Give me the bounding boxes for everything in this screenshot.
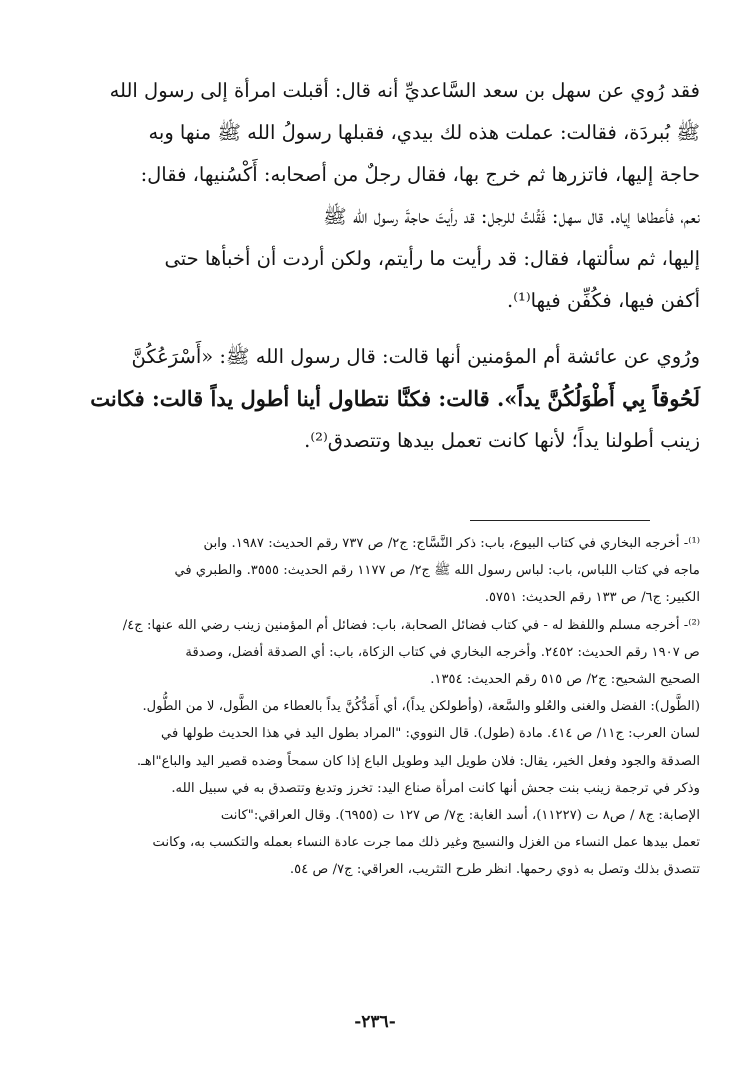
main-text bbox=[90, 70, 700, 462]
page-number: -٢٣٦- bbox=[354, 1012, 396, 1032]
footnote-line: لسان العرب: ج١١/ ص ٤١٤. مادة (طول). قال النووي: "المراد بطول اليد في هذا الحديث طولها في bbox=[161, 726, 700, 742]
footnote-line: الإصابة: ج٨ / ص٨ ت (١١٢٢٧)، أسد الغابة: ج٧/ ص ١٢٧ ت (٦٩٥٥). وقال العراقي:"كانت bbox=[220, 808, 700, 824]
text-line: ورُوي عن عائشة أم المؤمنين أنها قالت: قال رسول الله ﷺ: «أَسْرَعُكُنَّ bbox=[131, 345, 700, 368]
text-line: زينب أطولنا يداً؛ لأنها كانت تعمل بيدها وتتصدق⁽²⁾. bbox=[304, 429, 700, 452]
footnote-line: تتصدق بذلك وتصل به ذوي رحمها. انظر طرح التثريب، العراقي: ج٧/ ص ٥٤. bbox=[289, 862, 700, 878]
footnote-line: (الطَّول): الفضل والغنى والعُلو والسَّعة، (وأطولكن يداً)، أي أَمَدُّكُنَّ يداً بالعطاء من الطَّول، لا من الطُّول. bbox=[142, 699, 700, 715]
footnote-separator bbox=[470, 520, 650, 521]
footnote-line: الصدقة والجود وفعل الخير، يقال: فلان طويل اليد وطويل الباع إذا كان سمحاً وضده قصير اليد والباع"اهـ. bbox=[136, 753, 700, 769]
footnote-2 bbox=[60, 612, 700, 884]
footnote-line: تعمل بيدها عمل النساء من الغزل والنسيج وغير ذلك مما جرت عادة النساء بعمله والتكسب به، وكانت bbox=[152, 835, 700, 851]
footnote-line: ص ١٩٠٧ رقم الحديث: ٢٤٥٢. وأخرجه البخاري في كتاب الزكاة، باب: أي الصدقة أفضل، وصدقة bbox=[185, 644, 700, 660]
text-line: حاجة إليها، فاتزرها ثم خرج بها، فقال رجلٌ من أصحابه: أَكْسُنيها، فقال: bbox=[140, 163, 700, 186]
text-line: إليها، ثم سألتها، فقال: قد رأيت ما رأيتم، ولكن أردت أن أخبأها حتى bbox=[164, 247, 700, 270]
text-line: ﷺ بُبردَة، فقالت: عملت هذه لك بيدي، فقبلها رسولُ الله ﷺ منها وبه bbox=[148, 121, 700, 144]
footnote-line: ⁽²⁾- أخرجه مسلم واللفظ له - في كتاب فضائل الصحابة، باب: فضائل أم المؤمنين زينب رضي الله عنها: ج٤/ bbox=[122, 617, 700, 633]
paragraph-hadith-sahl bbox=[90, 70, 700, 322]
footnote-line: الصحيح الشحيح: ج٢/ ص ٥١٥ رقم الحديث: ١٣٥٤. bbox=[430, 672, 700, 688]
footnote-line: وذكر في ترجمة زينب بنت جحش أنها كانت امرأة صناع اليد: تخرز وتدبغ وتتصدق به في سبيل الله. bbox=[171, 780, 700, 796]
text-line: فقد رُوي عن سهل بن سعد السَّاعديِّ أنه قال: أقبلت امرأة إلى رسول الله bbox=[109, 79, 700, 102]
footnotes bbox=[60, 530, 700, 884]
text-line: نعم، فأعطاها إياه. قال سهل: فَقُلتُ للرجل: قد رأيتَ حاجةَ رسول الله ﷺ bbox=[323, 205, 700, 228]
text-line: أكفن فيها، فكُفِّن فيها⁽¹⁾. bbox=[507, 289, 700, 312]
footnote-1 bbox=[60, 530, 700, 612]
footnote-line: ⁽¹⁾- أخرجه البخاري في كتاب البيوع، باب: ذكر النَّسَّاج: ج٢/ ص ٧٣٧ رقم الحديث: ١٩٨٧. وابن bbox=[203, 536, 700, 551]
text-line-quote: لَحُوقاً بِي أَطْوَلُكُنَّ يداً». قالت: فكنَّا نتطاول أينا أطول يداً قالت: فكانت bbox=[90, 386, 700, 411]
footnote-line: ماجه في كتاب اللباس، باب: لباس رسول الله ﷺ ج٢/ ص ١١٧٧ رقم الحديث: ٣٥٥٥. والطبري في bbox=[174, 563, 700, 579]
paragraph-hadith-aisha bbox=[90, 336, 700, 462]
footnote-line: الكبير: ج٦/ ص ١٣٣ رقم الحديث: ٥٧٥١. bbox=[484, 590, 700, 606]
